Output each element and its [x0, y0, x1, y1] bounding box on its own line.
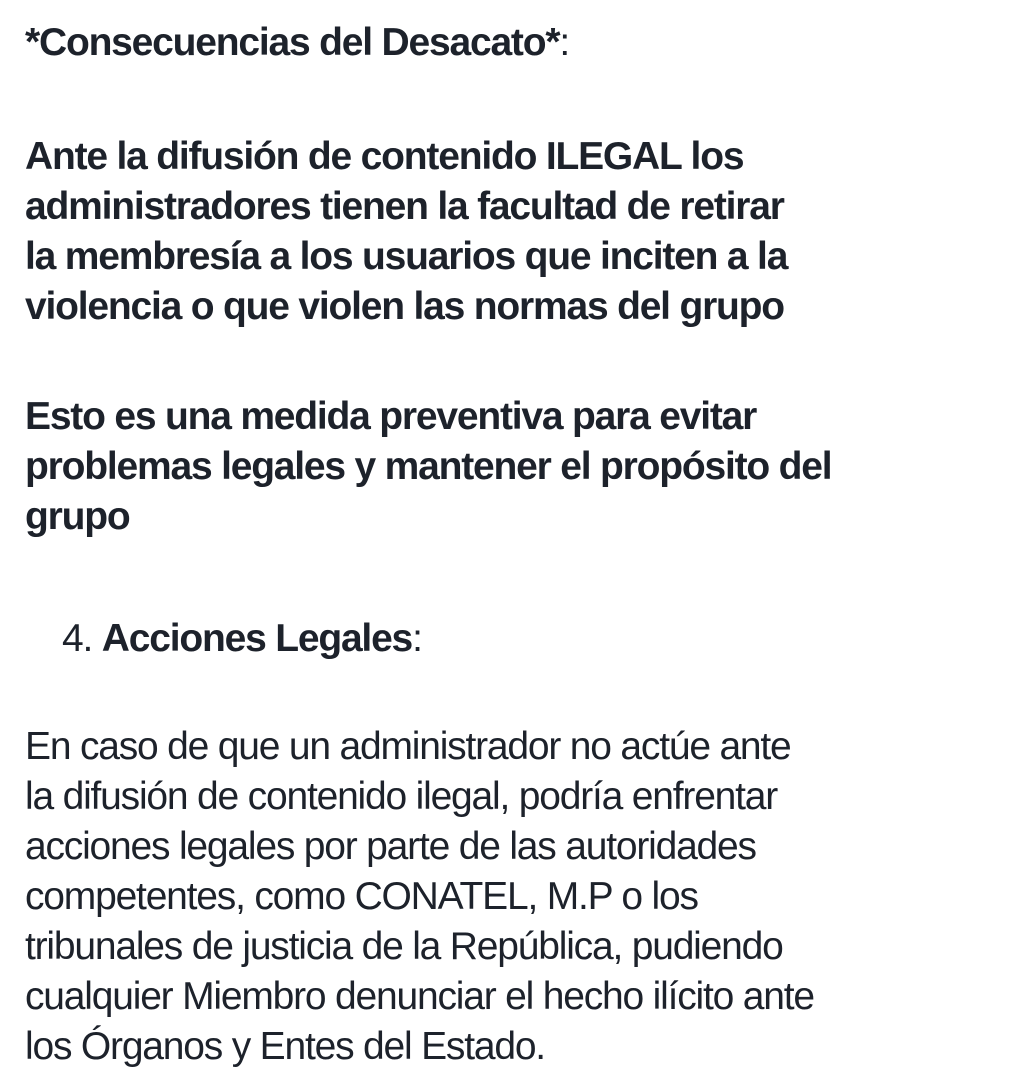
paragraph-line: la difusión de contenido ilegal, podría enfrentar: [25, 775, 778, 818]
paragraph-legal-consequences: [25, 722, 1006, 1072]
title-text: *Consecuencias del Desacato*: [25, 21, 560, 64]
paragraph-consequences: [25, 132, 1006, 332]
heading-label: Acciones Legales: [101, 617, 413, 660]
paragraph-preventive-measure: [25, 392, 1006, 542]
paragraph-line: tribunales de justicia de la República, pudiendo: [25, 925, 783, 968]
paragraph-line: En caso de que un administrador no actúe ante: [25, 725, 791, 768]
heading-colon: :: [412, 617, 422, 660]
paragraph-line: competentes, como CONATEL, M.P o los: [25, 875, 698, 918]
paragraph-line: grupo: [25, 495, 130, 538]
paragraph-line: acciones legales por parte de las autoridades: [25, 825, 756, 868]
document-title: [25, 18, 1006, 68]
heading-number: 4.: [62, 617, 102, 660]
paragraph-line: los Órganos y Entes del Estado.: [25, 1025, 545, 1068]
paragraph-line: administradores tienen la facultad de retirar: [25, 185, 784, 228]
paragraph-line: cualquier Miembro denunciar el hecho ilícito ante: [25, 975, 814, 1018]
title-colon: :: [559, 21, 569, 64]
paragraph-line: Esto es una medida preventiva para evitar: [25, 395, 757, 438]
paragraph-line: problemas legales y mantener el propósito del: [25, 445, 832, 488]
paragraph-line: violencia o que violen las normas del grupo: [25, 285, 784, 328]
paragraph-line: Ante la difusión de contenido ILEGAL los: [25, 135, 744, 178]
paragraph-line: la membresía a los usuarios que inciten a la: [25, 235, 788, 278]
heading-legal-actions: [25, 614, 1006, 664]
